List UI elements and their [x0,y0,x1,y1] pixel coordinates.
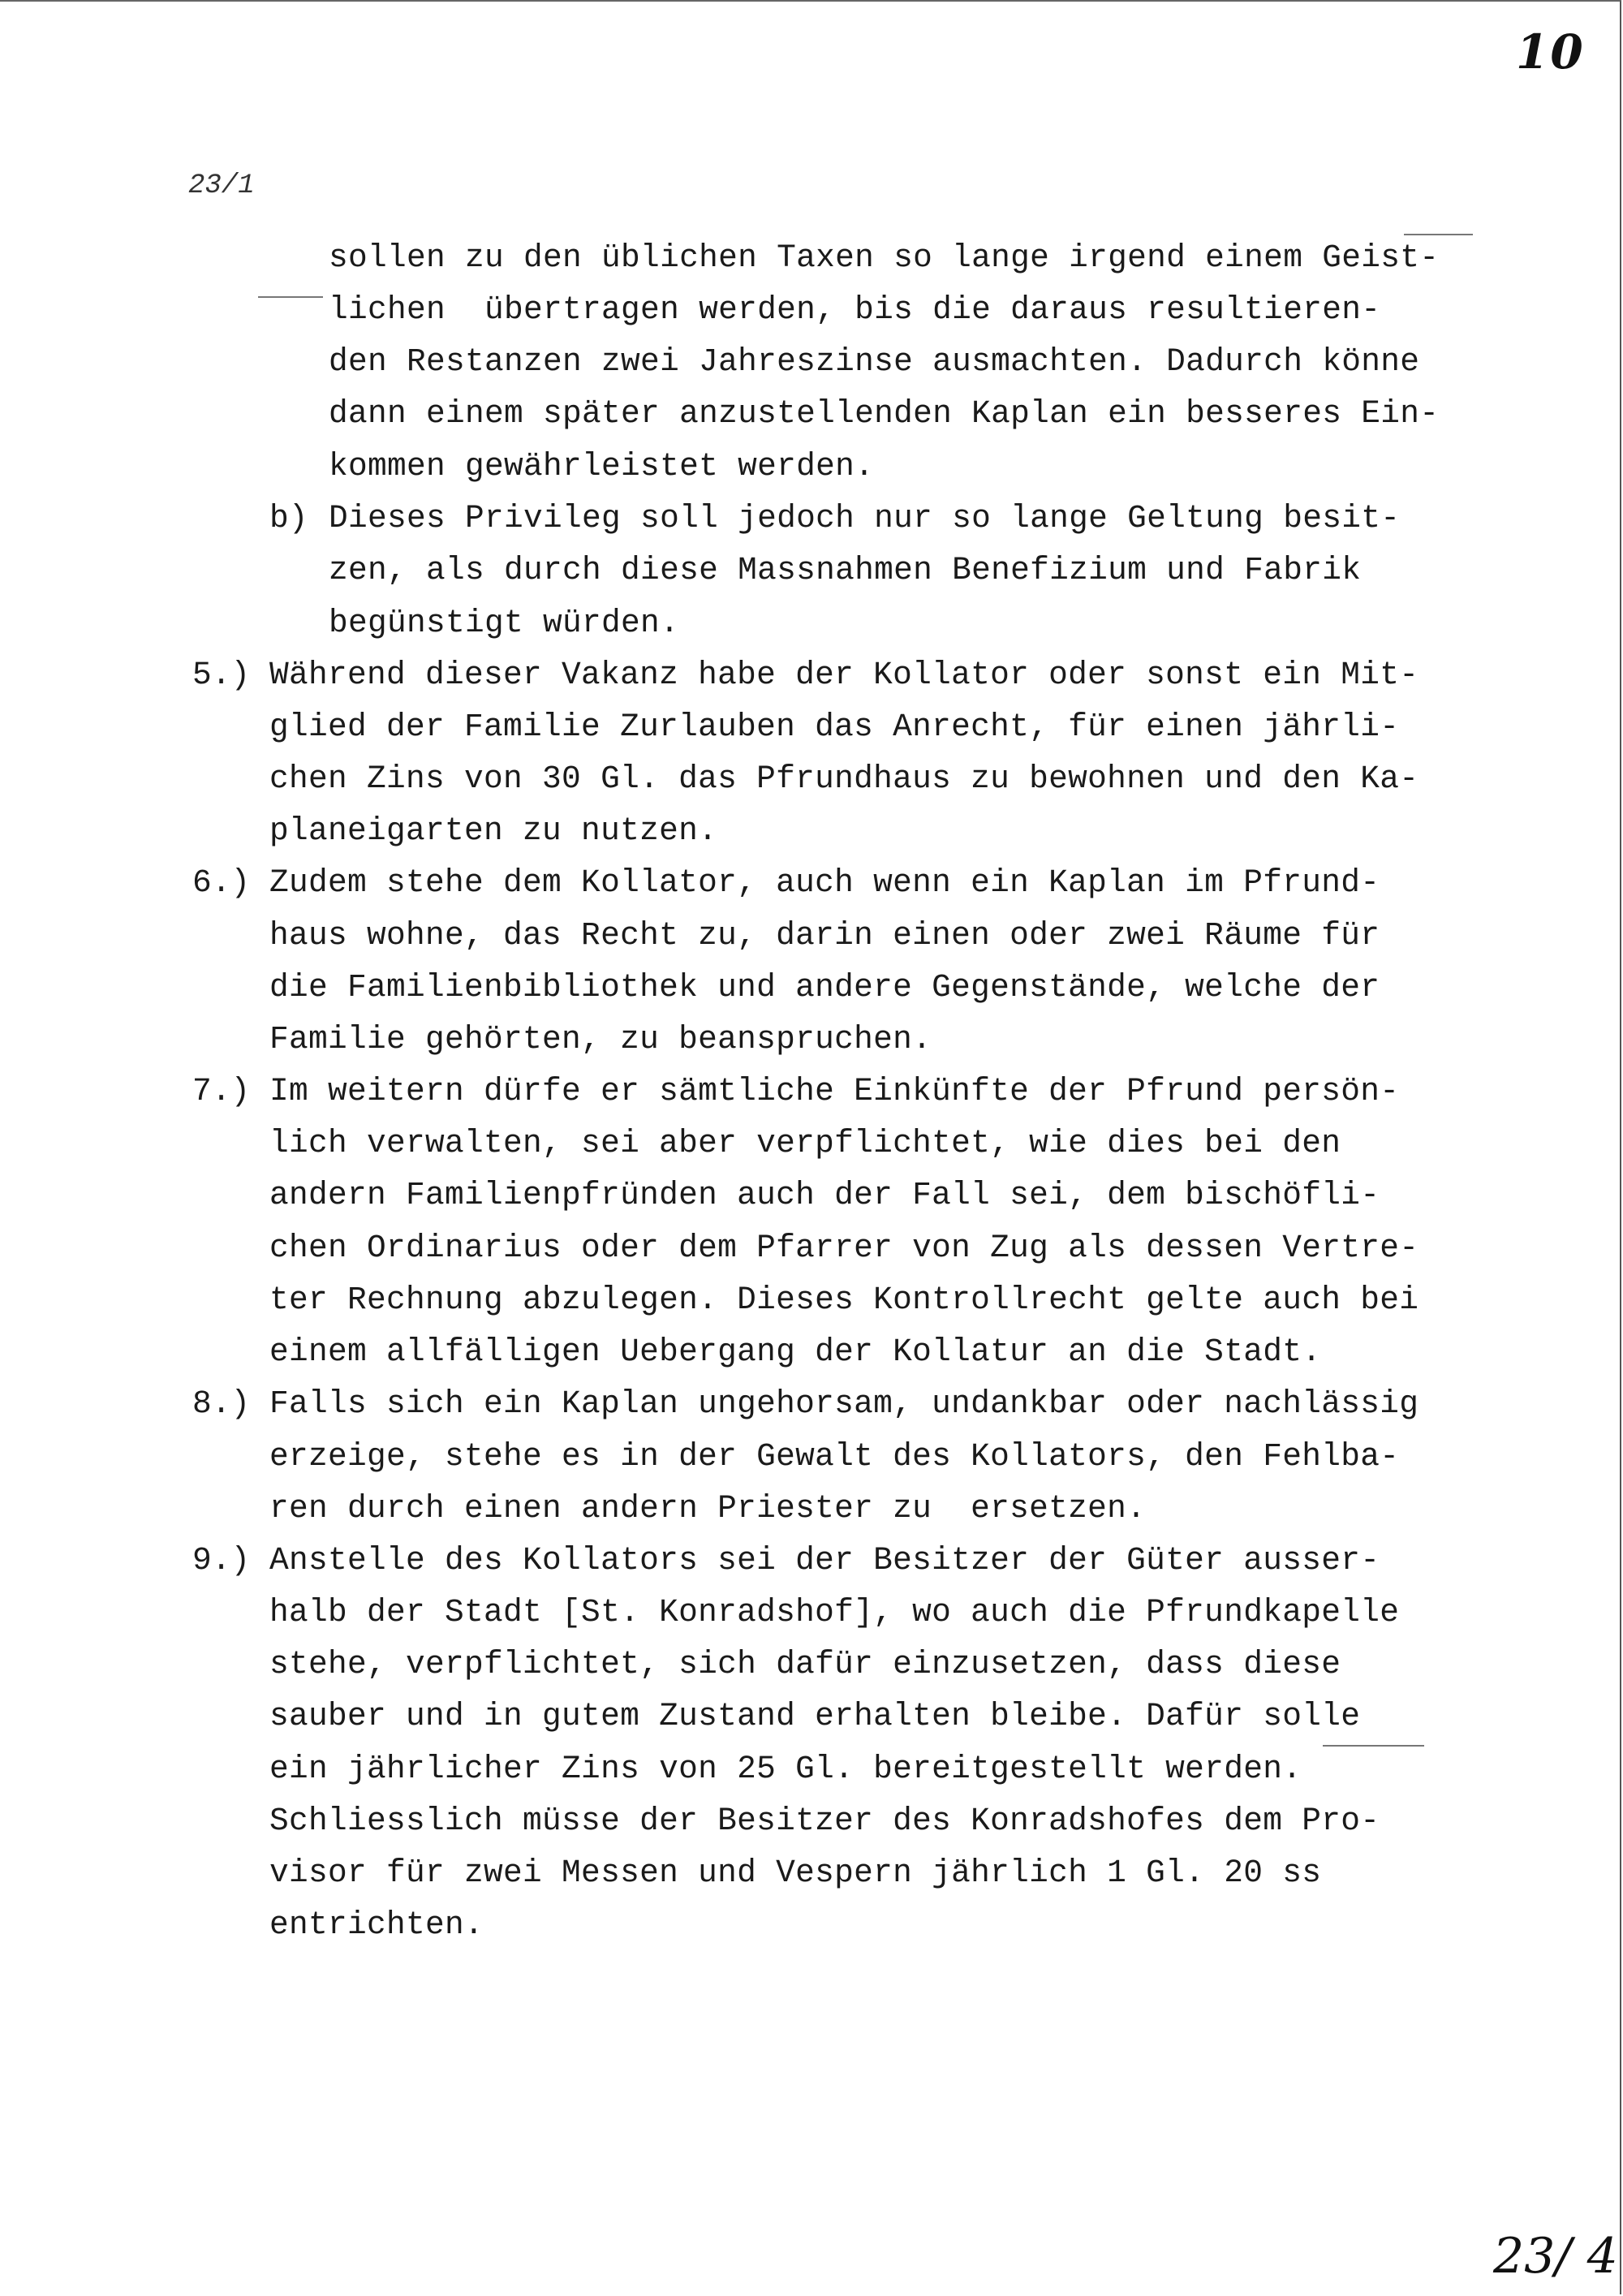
pencil-mark [1404,234,1473,235]
list-marker-b: b) [269,500,308,536]
folio-number: 10 [1516,24,1585,80]
text-line: entrichten. [269,1906,484,1943]
text-line: ren durch einen andern Priester zu ersetzen. [269,1490,1147,1527]
text-line: einem allfälligen Uebergang der Kollatur an die Stadt. [269,1333,1322,1370]
text-line: andern Familienpfründen auch der Fall sei, dem bischöfli- [269,1177,1380,1213]
text-line: stehe, verpflichtet, sich dafür einzusetzen, dass diese [269,1646,1341,1682]
text-line: dann einem später anzustellenden Kaplan ein besseres Ein- [329,395,1440,432]
text-line: Falls sich ein Kaplan ungehorsam, undankbar oder nachlässig [269,1385,1419,1422]
text-line: Anstelle des Kollators sei der Besitzer der Güter ausser- [269,1542,1380,1579]
item-number: 9.) [192,1542,251,1579]
text-line: sollen zu den üblichen Taxen so lange irgend einem Geist- [329,239,1440,276]
text-line: chen Ordinarius oder dem Pfarrer von Zug als dessen Vertre- [269,1230,1419,1266]
text-line: Schliesslich müsse der Besitzer des Konradshofes dem Pro- [269,1803,1380,1839]
item-number: 8.) [192,1385,251,1422]
text-line: Während dieser Vakanz habe der Kollator oder sonst ein Mit- [269,657,1419,693]
text-line: ein jährlicher Zins von 25 Gl. bereitgestellt werden. [269,1751,1302,1787]
text-line: kommen gewährleistet werden. [329,448,875,485]
text-line: die Familienbibliothek und andere Gegenstände, welche der [269,969,1380,1006]
text-line: sauber und in gutem Zustand erhalten bleibe. Dafür solle [269,1698,1361,1734]
text-line: begünstigt würden. [329,605,680,641]
item-number: 5.) [192,657,251,693]
item-number: 7.) [192,1073,251,1109]
text-line: Familie gehörten, zu beanspruchen. [269,1021,932,1058]
text-line: erzeige, stehe es in der Gewalt des Kollators, den Fehlba- [269,1438,1400,1475]
text-line: chen Zins von 30 Gl. das Pfrundhaus zu bewohnen und den Ka- [269,760,1419,797]
page-reference: 23/1 [188,170,255,201]
text-line: halb der Stadt [St. Konradshof], wo auch die Pfrundkapelle [269,1594,1400,1630]
pencil-mark [1323,1745,1424,1747]
text-line: haus wohne, das Recht zu, darin einen oder zwei Räume für [269,917,1380,954]
text-line: glied der Familie Zurlauben das Anrecht, für einen jährli- [269,709,1400,745]
pencil-mark [258,296,323,298]
archive-signature: 23/ 4 [1493,2228,1618,2285]
text-line: Dieses Privileg soll jedoch nur so lange Geltung besit- [329,500,1401,536]
text-line: lichen übertragen werden, bis die daraus resultieren- [329,291,1381,328]
text-line: visor für zwei Messen und Vespern jährlich 1 Gl. 20 ss [269,1854,1322,1891]
text-line: Zudem stehe dem Kollator, auch wenn ein Kaplan im Pfrund- [269,864,1380,901]
text-line: Im weitern dürfe er sämtliche Einkünfte der Pfrund persön- [269,1073,1400,1109]
text-line: ter Rechnung abzulegen. Dieses Kontrollrecht gelte auch bei [269,1282,1419,1318]
text-line: zen, als durch diese Massnahmen Benefizium und Fabrik [329,552,1362,588]
text-line: lich verwalten, sei aber verpflichtet, wie dies bei den [269,1125,1341,1161]
item-number: 6.) [192,864,251,901]
text-line: planeigarten zu nutzen. [269,812,718,849]
text-line: den Restanzen zwei Jahreszinse ausmachten. Dadurch könne [329,343,1420,380]
